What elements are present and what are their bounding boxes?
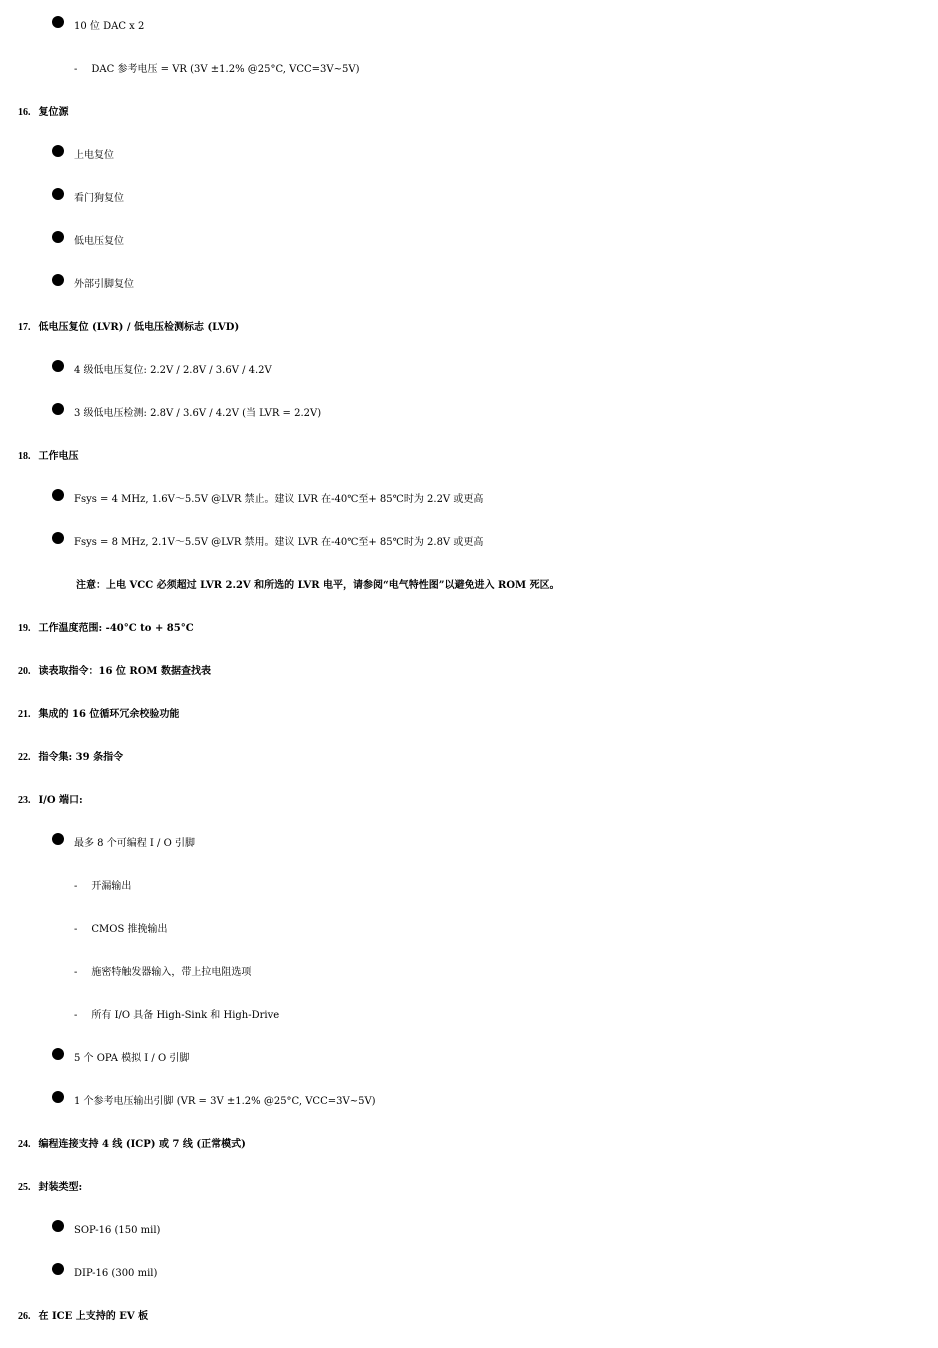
sub-list-item: - 所有 I/O 具备 High-Sink 和 High-Drive xyxy=(74,1010,280,1021)
section-heading: 18. 工作电压 xyxy=(18,451,79,462)
list-item: Fsys = 4 MHz, 1.6V～5.5V @LVR 禁止。建议 LVR 在-40℃至+ 85℃时为 2.2V 或更高 xyxy=(52,485,938,528)
dash-icon: - xyxy=(74,1010,78,1021)
bullet-icon xyxy=(52,1091,64,1103)
list-item: SOP-16 (150 mil) xyxy=(52,1216,938,1259)
sub-list-item: - DAC 参考电压 = VR (3V ±1.2% @25°C, VCC=3V~5V) xyxy=(74,64,360,75)
list-item: 低电压复位 xyxy=(52,227,938,270)
dash-icon: - xyxy=(74,967,78,978)
list-item: 外部引脚复位 xyxy=(52,270,938,313)
bullet-icon xyxy=(52,489,64,501)
section-heading: 17. 低电压复位 (LVR) / 低电压检测标志 (LVD) xyxy=(18,322,240,333)
dash-icon: - xyxy=(74,924,78,935)
bullet-icon xyxy=(52,1263,64,1275)
list-item: DIP-16 (300 mil) xyxy=(52,1259,938,1302)
list-item: Fsys = 8 MHz, 2.1V～5.5V @LVR 禁用。建议 LVR 在-40℃至+ 85℃时为 2.8V 或更高 xyxy=(52,528,938,571)
list-item: 5 个 OPA 模拟 I / O 引脚 xyxy=(52,1044,938,1087)
note-text: 注意：上电 VCC 必须超过 LVR 2.2V 和所选的 LVR 电平，请参阅“电气特性图”以避免进入 ROM 死区。 xyxy=(76,580,560,591)
dash-icon: - xyxy=(74,64,78,75)
section-heading: 20. 读表取指令：16 位 ROM 数据查找表 xyxy=(18,666,211,677)
bullet-icon xyxy=(52,188,64,200)
bullet-icon xyxy=(52,1048,64,1060)
sub-list-item: - 施密特触发器输入，带上拉电阻选项 xyxy=(74,967,252,978)
bullet-icon xyxy=(52,145,64,157)
dash-icon: - xyxy=(74,881,78,892)
bullet-icon xyxy=(52,16,64,28)
list-item: 10 位 DAC x 2 xyxy=(52,12,938,55)
list-item: 4 级低电压复位: 2.2V / 2.8V / 3.6V / 4.2V xyxy=(52,356,938,399)
section-heading: 23. I/O 端口: xyxy=(18,795,83,806)
section-heading: 22. 指令集: 39 条指令 xyxy=(18,752,124,763)
section-heading: 19. 工作温度范围: -40°C to + 85°C xyxy=(18,623,194,634)
bullet-icon xyxy=(52,360,64,372)
list-item: 最多 8 个可编程 I / O 引脚 xyxy=(52,829,938,872)
list-item: 3 级低电压检测: 2.8V / 3.6V / 4.2V (当 LVR = 2.2V) xyxy=(52,399,938,442)
section-heading: 26. 在 ICE 上支持的 EV 板 xyxy=(18,1311,149,1322)
bullet-icon xyxy=(52,274,64,286)
sub-list-item: - 开漏输出 xyxy=(74,881,132,892)
list-item: 1 个参考电压输出引脚 (VR = 3V ±1.2% @25°C, VCC=3V~5V) xyxy=(52,1087,938,1130)
section-heading: 24. 编程连接支持 4 线 (ICP) 或 7 线 (正常模式) xyxy=(18,1139,246,1150)
section-heading: 16. 复位源 xyxy=(18,107,69,118)
bullet-icon xyxy=(52,532,64,544)
bullet-icon xyxy=(52,403,64,415)
list-item: 看门狗复位 xyxy=(52,184,938,227)
bullet-icon xyxy=(52,231,64,243)
bullet-icon xyxy=(52,833,64,845)
section-heading: 21. 集成的 16 位循环冗余校验功能 xyxy=(18,709,180,720)
sub-list-item: - CMOS 推挽输出 xyxy=(74,924,168,935)
bullet-icon xyxy=(52,1220,64,1232)
list-item: 上电复位 xyxy=(52,141,938,184)
section-heading: 25. 封装类型: xyxy=(18,1182,83,1193)
